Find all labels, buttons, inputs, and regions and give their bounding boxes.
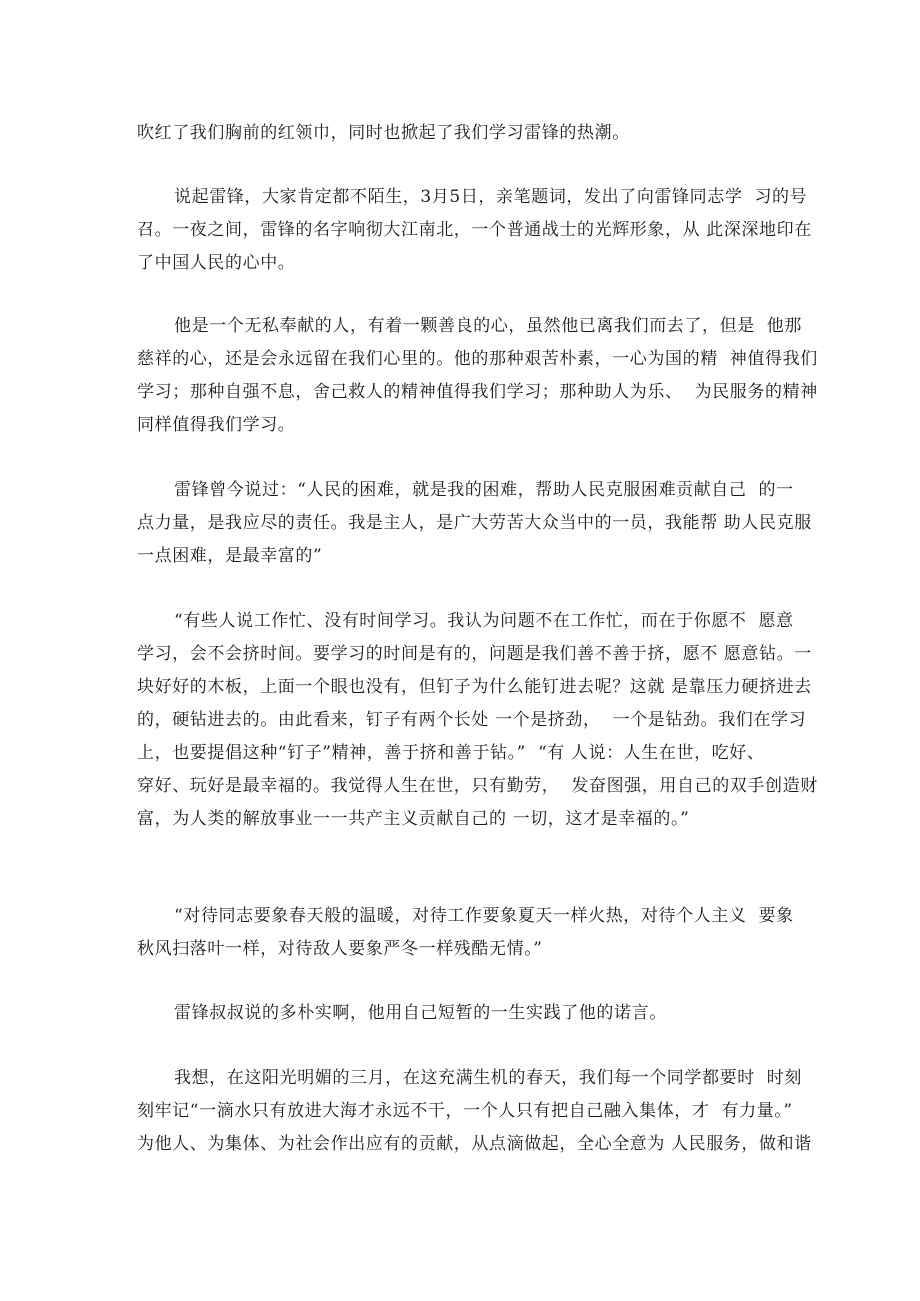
paragraph-line: 学习；那种自强不息，舍己救人的精神值得我们学习；那种助人为乐、 为民服务的精神	[137, 382, 818, 402]
paragraph-line: 为他人、为集体、为社会作出应有的贡献，从点滴做起，全心全意为 人民服务，做和谐	[137, 1134, 812, 1154]
paragraph-line: 雷锋曾今说过：“人民的困难，就是我的困难，帮助人民克服困难贡献自己 的一	[174, 480, 794, 500]
paragraph-line: 召。一夜之间，雷锋的名字响彻大江南北，一个普通战士的光辉形象，从 此深深地印在	[137, 220, 812, 240]
paragraph-1	[137, 117, 787, 150]
paragraph-line: 块好好的木板，上面一个眼也没有，但钉子为什么能钉进去呢？这就 是靠压力硬挤进去	[137, 677, 812, 697]
paragraph-6	[137, 900, 794, 966]
paragraph-line: 富，为人类的解放事业一一共产主义贡献自己的 一切，这才是幸福的。”	[137, 809, 690, 829]
paragraph-2	[137, 181, 812, 280]
paragraph-line: 吹红了我们胸前的红领巾，同时也掀起了我们学习雷锋的热潮。	[137, 123, 630, 143]
paragraph-line: 同样值得我们学习。	[137, 415, 296, 435]
paragraph-line: 说起雷锋，大家肯定都不陌生，3月5日，亲笔题词，发出了向雷锋同志学 习的号	[174, 187, 808, 207]
paragraph-line: 刻牢记“一滴水只有放进大海才永远不干，一个人只有把自己融入集体，才 有力量。”	[137, 1101, 793, 1121]
paragraph-line: 的，硬钻进去的。由此看来，钉子有两个长处 一个是挤劲， 一个是钻劲。我们在学习	[137, 710, 807, 730]
paragraph-5	[137, 605, 818, 836]
paragraph-7	[137, 997, 787, 1030]
paragraph-3	[137, 310, 818, 442]
paragraph-line: 点力量，是我应尽的责任。我是主人，是广大劳苦大众当中的一员，我能帮 助人民克服	[137, 513, 812, 533]
paragraph-line: 穿好、玩好是最幸福的。我觉得人生在世，只有勤劳， 发奋图强，用自己的双手创造财	[137, 776, 818, 796]
paragraph-line: 我想，在这阳光明媚的三月，在这充满生机的春天，我们每一个同学都要时 时刻	[174, 1068, 803, 1088]
paragraph-line: 了中国人民的心中。	[137, 253, 296, 273]
paragraph-line: 雷锋叔叔说的多朴实啊，他用自己短暂的一生实践了他的诺言。	[174, 1003, 667, 1023]
paragraph-line: 学习，会不会挤时间。要学习的时间是有的，问题是我们善不善于挤，愿不 愿意钻。一	[137, 644, 812, 664]
paragraph-line: 慈祥的心，还是会永远留在我们心里的。他的那种艰苦朴素，一心为国的精 神值得我们	[137, 349, 818, 369]
paragraph-line: “对待同志要象春天般的温暖，对待工作要象夏天一样火热，对待个人主义 要象	[174, 906, 794, 926]
paragraph-line: 一点困难，是最幸富的”	[137, 546, 323, 566]
paragraph-line: “有些人说工作忙、没有时间学习。我认为问题不在工作忙，而在于你愿不 愿意	[174, 611, 794, 631]
paragraph-line: 他是一个无私奉献的人，有着一颗善良的心，虽然他已离我们而去了，但是 他那	[174, 316, 803, 336]
paragraph-line: 秋风扫落叶一样，对待敌人要象严冬一样残酷无情。”	[137, 939, 543, 959]
paragraph-line: 上，也要提倡这种“钉子”精神，善于挤和善于钻。” “有 人说：人生在世，吃好、	[137, 743, 765, 763]
paragraph-4	[137, 474, 812, 573]
paragraph-8	[137, 1062, 812, 1161]
